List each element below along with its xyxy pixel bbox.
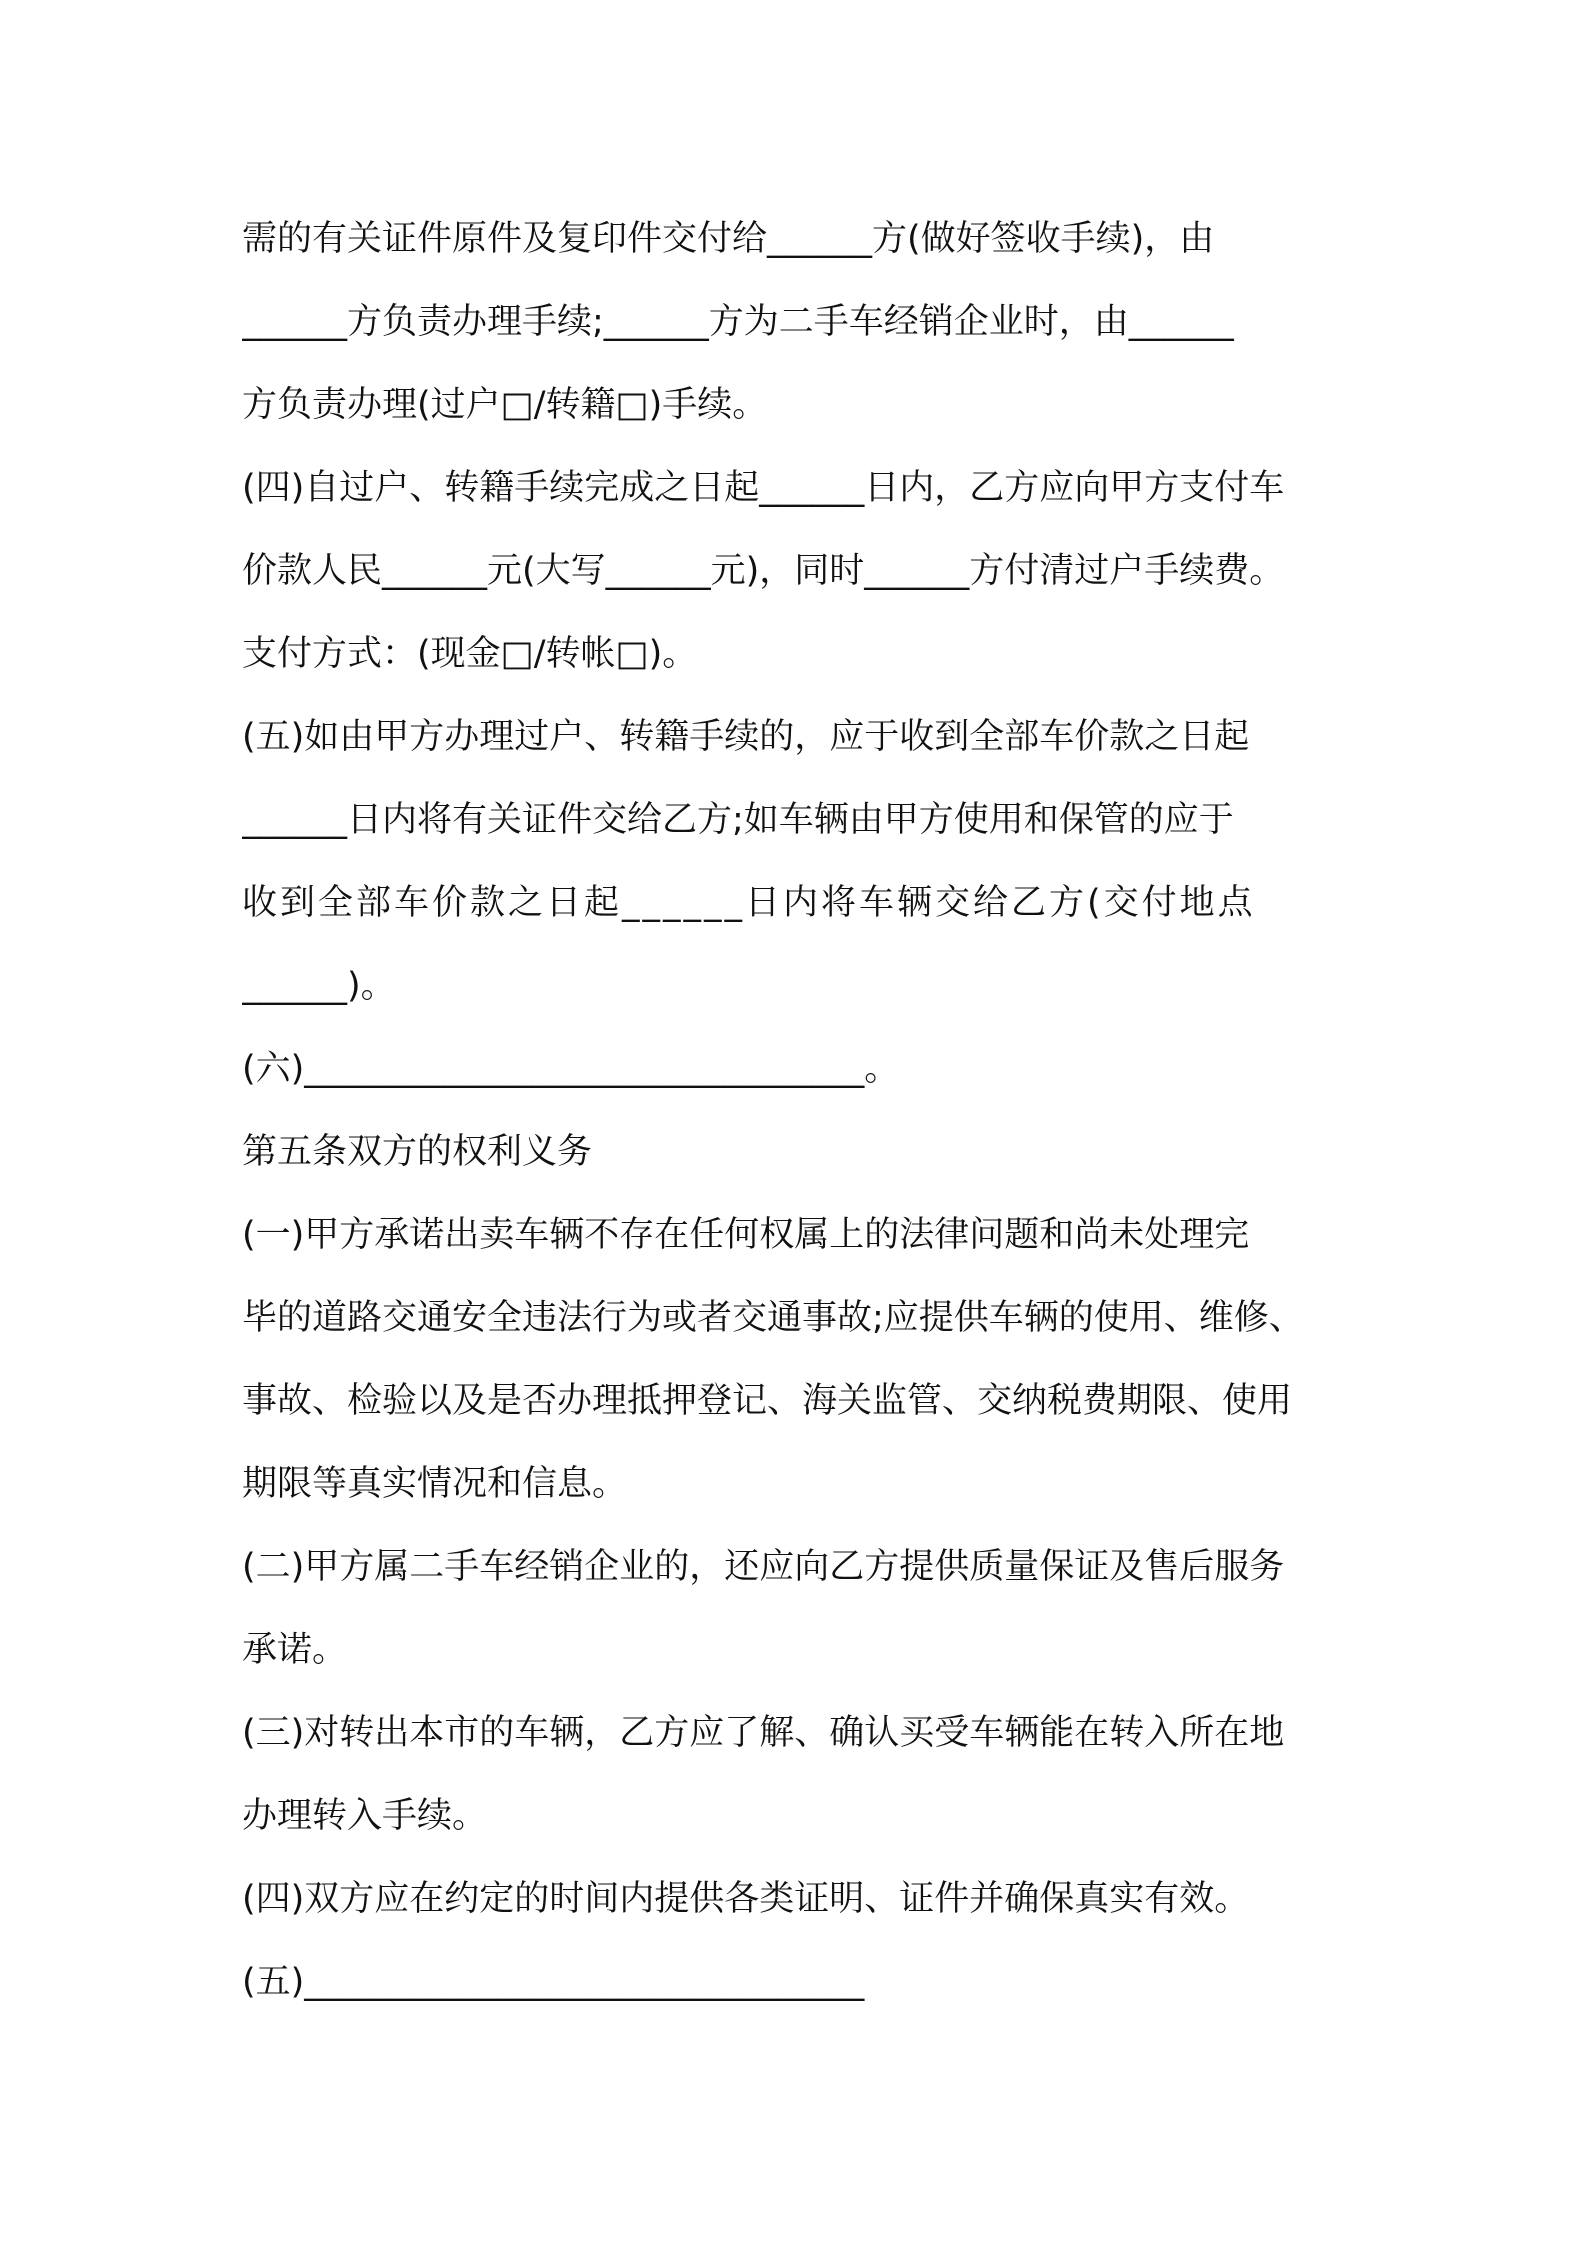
text-line: 价款人民______元(大写______元)，同时______方付清过户手续费。	[242, 551, 1285, 591]
text-line: 收到全部车价款之日起______日内将车辆交给乙方(交付地点	[242, 883, 1256, 923]
text-line: 办理转入手续。	[242, 1796, 488, 1836]
text-line: (五)如由甲方办理过户、转籍手续的，应于收到全部车价款之日起	[242, 717, 1250, 757]
text-line: (四)自过户、转籍手续完成之日起______日内，乙方应向甲方支付车	[242, 468, 1285, 508]
text-line: 毕的道路交通安全违法行为或者交通事故;应提供车辆的使用、维修、	[242, 1298, 1304, 1338]
text-line: (一)甲方承诺出卖车辆不存在任何权属上的法律问题和尚未处理完	[242, 1215, 1250, 1255]
text-line: (六)________________________________。	[242, 1049, 900, 1089]
text-line: (三)对转出本市的车辆，乙方应了解、确认买受车辆能在转入所在地	[242, 1713, 1285, 1753]
text-line: 承诺。	[242, 1630, 348, 1670]
text-line: (五)________________________________	[242, 1962, 865, 2002]
text-line: (二)甲方属二手车经销企业的，还应向乙方提供质量保证及售后服务	[242, 1547, 1285, 1587]
text-line: ______方负责办理手续;______方为二手车经销企业时，由______	[242, 302, 1234, 342]
text-line: 事故、检验以及是否办理抵押登记、海关监管、交纳税费期限、使用	[242, 1381, 1293, 1421]
text-line: (四)双方应在约定的时间内提供各类证明、证件并确保真实有效。	[242, 1879, 1250, 1919]
section-heading: 第五条双方的权利义务	[242, 1132, 593, 1172]
text-line: ______日内将有关证件交给乙方;如车辆由甲方使用和保管的应于	[242, 800, 1234, 840]
text-line: 方负责办理(过户□/转籍□)手续。	[242, 385, 768, 425]
text-line: ______)。	[242, 966, 396, 1006]
text-line: 期限等真实情况和信息。	[242, 1464, 628, 1504]
document-body	[242, 198, 1358, 2024]
text-line: 需的有关证件原件及复印件交付给______方(做好签收手续)，由	[242, 219, 1215, 259]
text-line: 支付方式：(现金□/转帐□)。	[242, 634, 698, 674]
